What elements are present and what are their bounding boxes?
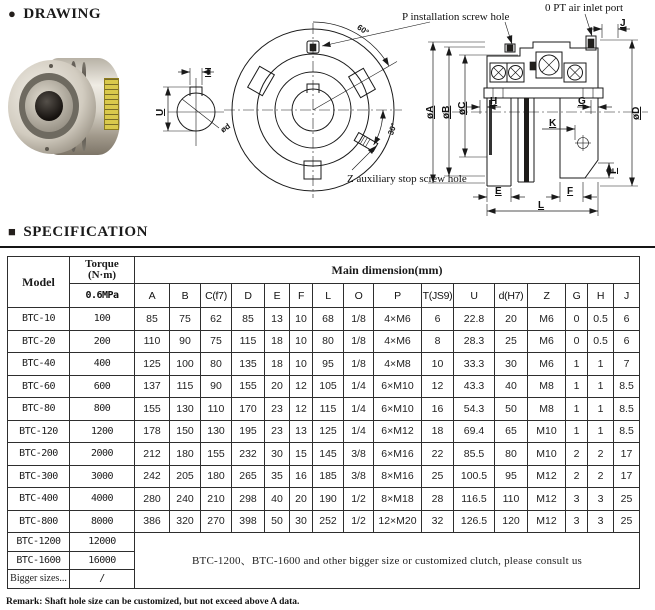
dim-cell: 75 xyxy=(201,330,232,353)
torque-cell: 800 xyxy=(70,398,135,421)
dim-cell: 16 xyxy=(290,465,313,488)
dim-cell: 100.5 xyxy=(454,465,495,488)
col-header-torque xyxy=(70,257,135,284)
dim-cell: 3/8 xyxy=(344,443,374,466)
z-screw-hole-label: Z auxiliary stop screw hole xyxy=(347,173,467,185)
dim-cell: 110 xyxy=(135,330,170,353)
dim-cell: 12 xyxy=(290,375,313,398)
dim-cell: 6×M10 xyxy=(374,375,422,398)
square-bullet-icon: ■ xyxy=(8,224,17,239)
dim-cell: 95 xyxy=(313,353,344,376)
table-row xyxy=(8,375,640,398)
model-cell: BTC-60 xyxy=(8,375,70,398)
torque-header-line2: (N·m) xyxy=(87,269,117,281)
dim-U-label: U xyxy=(155,108,166,116)
dim-cell: M12 xyxy=(528,510,566,533)
dim-cell: 105 xyxy=(313,375,344,398)
z-screw xyxy=(354,133,378,152)
col-header-B: B xyxy=(170,284,201,308)
dim-cell: M12 xyxy=(528,465,566,488)
dim-cell: 1/2 xyxy=(344,488,374,511)
dim-cell: 8 xyxy=(422,330,454,353)
dim-cell: M8 xyxy=(528,375,566,398)
dim-cell: 80 xyxy=(495,443,528,466)
dim-cell: 135 xyxy=(232,353,265,376)
dim-cell: 68 xyxy=(313,308,344,331)
dim-cell: 115 xyxy=(232,330,265,353)
dim-cell: 1/8 xyxy=(344,330,374,353)
dim-cell: 28.3 xyxy=(454,330,495,353)
col-header-Z: Z xyxy=(528,284,566,308)
dim-cell: 212 xyxy=(135,443,170,466)
dim-cell: 2 xyxy=(566,465,588,488)
horizontal-rule xyxy=(0,246,655,248)
dim-cell: 15 xyxy=(290,443,313,466)
dim-cell: M6 xyxy=(528,353,566,376)
remark-text: Remark: Shaft hole size can be customized, but not exceed above A data. xyxy=(6,597,300,607)
dim-cell: M12 xyxy=(528,488,566,511)
dim-cell: 2 xyxy=(566,443,588,466)
dim-cell: 1/4 xyxy=(344,398,374,421)
col-header-main-dimension: Main dimension(mm) xyxy=(135,257,640,284)
dim-cell: 12 xyxy=(290,398,313,421)
model-cell: BTC-200 xyxy=(8,443,70,466)
dim-cell: M8 xyxy=(528,398,566,421)
dim-cell: 80 xyxy=(201,353,232,376)
dim-cell: 10 xyxy=(422,353,454,376)
table-row xyxy=(8,353,640,376)
col-header-model: Model xyxy=(8,257,70,308)
table-row xyxy=(8,308,640,331)
technical-drawing xyxy=(0,0,655,222)
dim-cell: 80 xyxy=(313,330,344,353)
dim-cell: 125 xyxy=(313,420,344,443)
dim-cell: 33.3 xyxy=(454,353,495,376)
dim-cell: 178 xyxy=(135,420,170,443)
col-header-H: H xyxy=(588,284,614,308)
model-cell: BTC-40 xyxy=(8,353,70,376)
dim-cell: 252 xyxy=(313,510,344,533)
dim-cell: 20 xyxy=(265,375,290,398)
dim-cell: 398 xyxy=(232,510,265,533)
front-view-drawing xyxy=(224,11,512,198)
table-row xyxy=(8,465,640,488)
dim-cell: 95 xyxy=(495,465,528,488)
col-header-L: L xyxy=(313,284,344,308)
torque-cell: 2000 xyxy=(70,443,135,466)
dim-cell: 18 xyxy=(265,330,290,353)
torque-cell: 200 xyxy=(70,330,135,353)
dim-cell: M10 xyxy=(528,443,566,466)
dim-cell: 205 xyxy=(170,465,201,488)
shaft-dia-label: ød xyxy=(218,121,233,135)
dim-cell: 1 xyxy=(588,420,614,443)
dim-cell: 23 xyxy=(265,398,290,421)
dim-cell: 28 xyxy=(422,488,454,511)
dim-cell: 0 xyxy=(566,308,588,331)
dim-cell: 40 xyxy=(495,375,528,398)
dim-cell: 110 xyxy=(495,488,528,511)
torque-cell: / xyxy=(70,570,135,589)
dim-cell: 210 xyxy=(201,488,232,511)
dim-cell: 137 xyxy=(135,375,170,398)
p-screw-hole-label: P installation screw hole xyxy=(402,11,510,23)
circle-bullet-icon: ● xyxy=(8,6,17,21)
dim-cell: 6 xyxy=(614,330,640,353)
dim-G-label: G xyxy=(578,96,586,107)
col-header-pressure: 0.6MPa xyxy=(70,284,135,308)
dim-cell: 1 xyxy=(566,375,588,398)
dim-cell: 54.3 xyxy=(454,398,495,421)
dim-cell: 75 xyxy=(170,308,201,331)
dim-cell: 1 xyxy=(566,353,588,376)
dim-L-label: L xyxy=(538,200,545,211)
dim-cell: 1/2 xyxy=(344,510,374,533)
dim-cell: 320 xyxy=(170,510,201,533)
dim-cell: 85 xyxy=(135,308,170,331)
table-row xyxy=(8,398,640,421)
dim-phiD-label: øD xyxy=(631,106,642,120)
dim-cell: 2 xyxy=(588,465,614,488)
dim-cell: 265 xyxy=(232,465,265,488)
dim-cell: 25 xyxy=(614,510,640,533)
dim-cell: 8.5 xyxy=(614,375,640,398)
angle-30-label: 30° xyxy=(386,121,399,137)
dim-cell: 170 xyxy=(232,398,265,421)
dim-cell: 100 xyxy=(170,353,201,376)
dim-cell: 62 xyxy=(201,308,232,331)
col-header-C: C(f7) xyxy=(201,284,232,308)
dim-cell: 65 xyxy=(495,420,528,443)
dim-cell: 25 xyxy=(614,488,640,511)
dim-cell: 13 xyxy=(265,308,290,331)
dim-cell: 232 xyxy=(232,443,265,466)
angle-60-label: 60° xyxy=(355,22,371,38)
col-header-D: D xyxy=(232,284,265,308)
dim-cell: 298 xyxy=(232,488,265,511)
dim-cell: 3/8 xyxy=(344,465,374,488)
dim-cell: 32 xyxy=(422,510,454,533)
dim-cell: 110 xyxy=(201,398,232,421)
dim-cell: 8×M16 xyxy=(374,465,422,488)
model-cell: BTC-400 xyxy=(8,488,70,511)
col-header-P: P xyxy=(374,284,422,308)
dim-cell: 6×M10 xyxy=(374,398,422,421)
dim-cell: 1/4 xyxy=(344,420,374,443)
dim-cell: 50 xyxy=(265,510,290,533)
dim-cell: 16 xyxy=(422,398,454,421)
model-cell: BTC-1200 xyxy=(8,533,70,552)
dim-cell: 242 xyxy=(135,465,170,488)
keyway-detail-drawing xyxy=(155,67,232,146)
dim-cell: 17 xyxy=(614,443,640,466)
dim-cell: 22 xyxy=(422,443,454,466)
dim-cell: 3 xyxy=(566,488,588,511)
specification-title-text: SPECIFICATION xyxy=(23,224,148,240)
dim-cell: 50 xyxy=(495,398,528,421)
dim-cell: 12 xyxy=(422,375,454,398)
dim-cell: 126.5 xyxy=(454,510,495,533)
dim-phiA-label: øA xyxy=(425,105,436,119)
dim-cell: 130 xyxy=(201,420,232,443)
dim-cell: 85 xyxy=(232,308,265,331)
dim-cell: 4×M8 xyxy=(374,353,422,376)
note-cell: BTC-1200、BTC-1600 and other bigger size or customized clutch, please consult us xyxy=(135,533,640,589)
torque-cell: 400 xyxy=(70,353,135,376)
dim-cell: M10 xyxy=(528,420,566,443)
dim-cell: 3 xyxy=(588,510,614,533)
dim-cell: 1/4 xyxy=(344,375,374,398)
col-header-E: E xyxy=(265,284,290,308)
dim-cell: 115 xyxy=(313,398,344,421)
col-header-O: O xyxy=(344,284,374,308)
model-cell: BTC-10 xyxy=(8,308,70,331)
specification-table xyxy=(7,256,640,589)
dim-cell: 13 xyxy=(290,420,313,443)
dim-cell: 240 xyxy=(170,488,201,511)
dim-cell: 69.4 xyxy=(454,420,495,443)
col-header-J: J xyxy=(614,284,640,308)
dim-cell: 180 xyxy=(170,443,201,466)
dim-cell: 3 xyxy=(566,510,588,533)
col-header-F: F xyxy=(290,284,313,308)
torque-cell: 3000 xyxy=(70,465,135,488)
dim-cell: 90 xyxy=(201,375,232,398)
torque-header-line1: Torque xyxy=(85,258,119,270)
torque-cell: 600 xyxy=(70,375,135,398)
dim-J-label: J xyxy=(620,18,626,29)
dim-T-label: T xyxy=(205,67,212,78)
dim-cell: 8.5 xyxy=(614,420,640,443)
dim-F-right-label: F xyxy=(608,167,619,174)
dim-cell: 22.8 xyxy=(454,308,495,331)
dim-cell: 145 xyxy=(313,443,344,466)
dim-H-label: H xyxy=(490,96,498,107)
table-row xyxy=(8,420,640,443)
col-header-G: G xyxy=(566,284,588,308)
air-inlet-port-label: 0 PT air inlet port xyxy=(545,2,624,14)
dim-cell: 43.3 xyxy=(454,375,495,398)
torque-cell: 16000 xyxy=(70,551,135,570)
table-row xyxy=(8,533,640,552)
dim-cell: 4×M6 xyxy=(374,330,422,353)
dim-cell: 20 xyxy=(495,308,528,331)
dim-cell: 6×M12 xyxy=(374,420,422,443)
dim-cell: 10 xyxy=(290,308,313,331)
dim-cell: 30 xyxy=(265,443,290,466)
dim-cell: 6 xyxy=(614,308,640,331)
dim-cell: 1 xyxy=(588,398,614,421)
torque-cell: 12000 xyxy=(70,533,135,552)
dim-cell: 195 xyxy=(232,420,265,443)
dim-cell: 155 xyxy=(232,375,265,398)
torque-cell: 1200 xyxy=(70,420,135,443)
dim-cell: 7 xyxy=(614,353,640,376)
torque-cell: 4000 xyxy=(70,488,135,511)
spec-table-body xyxy=(8,308,640,589)
col-header-U: U xyxy=(454,284,495,308)
model-cell: BTC-1600 xyxy=(8,551,70,570)
dim-cell: 155 xyxy=(135,398,170,421)
dim-cell: 0 xyxy=(566,330,588,353)
dim-cell: 1 xyxy=(588,353,614,376)
model-cell: BTC-120 xyxy=(8,420,70,443)
dim-cell: 17 xyxy=(614,465,640,488)
dim-cell: 1 xyxy=(588,375,614,398)
dim-cell: 180 xyxy=(201,465,232,488)
dim-cell: 0.5 xyxy=(588,330,614,353)
model-cell: BTC-80 xyxy=(8,398,70,421)
torque-cell: 8000 xyxy=(70,510,135,533)
dim-cell: 4×M6 xyxy=(374,308,422,331)
specification-section-title xyxy=(8,224,148,241)
dim-cell: 6×M16 xyxy=(374,443,422,466)
dim-cell: 10 xyxy=(290,353,313,376)
dim-cell: M6 xyxy=(528,308,566,331)
dim-cell: 23 xyxy=(265,420,290,443)
dim-cell: 20 xyxy=(290,488,313,511)
dim-cell: 25 xyxy=(495,330,528,353)
dim-cell: 150 xyxy=(170,420,201,443)
model-cell: BTC-20 xyxy=(8,330,70,353)
dim-cell: 116.5 xyxy=(454,488,495,511)
dim-cell: 1/8 xyxy=(344,353,374,376)
dim-cell: 120 xyxy=(495,510,528,533)
table-row xyxy=(8,330,640,353)
dim-cell: 30 xyxy=(495,353,528,376)
dim-phiB-label: øB xyxy=(441,105,452,119)
dim-E-label: E xyxy=(495,186,502,197)
dim-cell: 85.5 xyxy=(454,443,495,466)
torque-cell: 100 xyxy=(70,308,135,331)
col-header-T: T(JS9) xyxy=(422,284,454,308)
table-row xyxy=(8,443,640,466)
model-cell: Bigger sizes... xyxy=(8,570,70,589)
dim-cell: 0.5 xyxy=(588,308,614,331)
dim-cell: 190 xyxy=(313,488,344,511)
dim-cell: 18 xyxy=(265,353,290,376)
dim-cell: 280 xyxy=(135,488,170,511)
dim-cell: 35 xyxy=(265,465,290,488)
col-header-d: d(H7) xyxy=(495,284,528,308)
model-cell: BTC-300 xyxy=(8,465,70,488)
dim-cell: 185 xyxy=(313,465,344,488)
col-header-A: A xyxy=(135,284,170,308)
dim-cell: 25 xyxy=(422,465,454,488)
dim-cell: 1 xyxy=(566,398,588,421)
dim-cell: 1 xyxy=(566,420,588,443)
dim-cell: 12×M20 xyxy=(374,510,422,533)
dim-cell: 8×M18 xyxy=(374,488,422,511)
dim-cell: 386 xyxy=(135,510,170,533)
dim-cell: 90 xyxy=(170,330,201,353)
dim-cell: 270 xyxy=(201,510,232,533)
dim-cell: 8.5 xyxy=(614,398,640,421)
dim-F-bottom-label: F xyxy=(567,186,574,197)
dim-cell: 6 xyxy=(422,308,454,331)
dim-cell: 130 xyxy=(170,398,201,421)
dim-cell: 125 xyxy=(135,353,170,376)
dim-cell: 10 xyxy=(290,330,313,353)
dim-cell: 18 xyxy=(422,420,454,443)
dim-cell: 30 xyxy=(290,510,313,533)
dim-phiC-label: øC xyxy=(457,101,468,115)
dim-cell: 115 xyxy=(170,375,201,398)
table-row xyxy=(8,510,640,533)
dim-K-label: K xyxy=(549,118,557,129)
table-row xyxy=(8,488,640,511)
drawing-title-text: DRAWING xyxy=(23,6,102,22)
dim-cell: M6 xyxy=(528,330,566,353)
dim-cell: 155 xyxy=(201,443,232,466)
dim-cell: 3 xyxy=(588,488,614,511)
dim-cell: 1/8 xyxy=(344,308,374,331)
dim-cell: 40 xyxy=(265,488,290,511)
dim-cell: 2 xyxy=(588,443,614,466)
model-cell: BTC-800 xyxy=(8,510,70,533)
